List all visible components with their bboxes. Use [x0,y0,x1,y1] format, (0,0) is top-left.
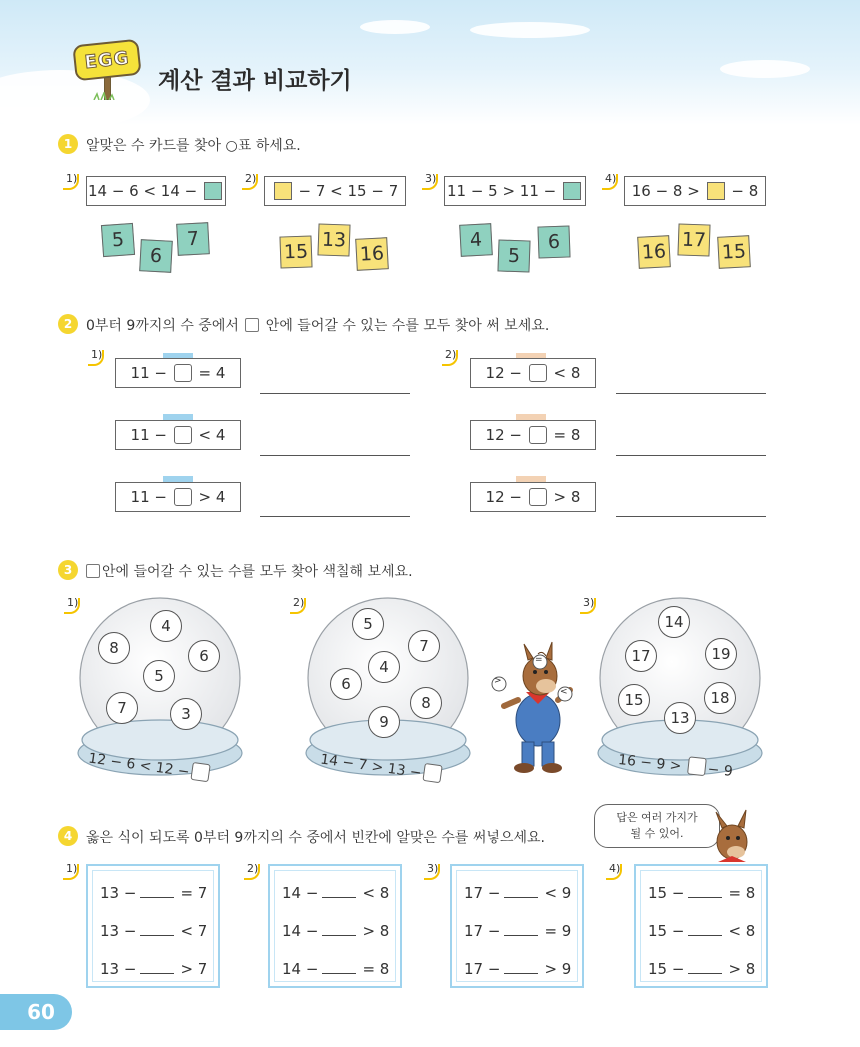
number-ball[interactable]: 7 [408,630,440,662]
question-number: 4 [58,826,78,846]
question-text: 안에 들어갈 수 있는 수를 모두 찾아 색칠해 보세요. [84,561,413,581]
number-ball[interactable]: 7 [106,692,138,724]
equation-row: 14 − < 8 [282,884,390,902]
blank[interactable] [140,960,174,974]
equation-left: 11 − 5 > 11 − [446,182,557,200]
number-ball[interactable]: 3 [170,698,202,730]
question-text: 0부터 9까지의 수 중에서 안에 들어갈 수 있는 수를 모두 찾아 써 보세요. [86,318,550,334]
number-ball[interactable]: 5 [352,608,384,640]
answer-box[interactable] [529,364,547,382]
equation-left: 14 − 6 < 14 − [87,182,198,200]
equation-right: − 7 < 15 − 7 [298,182,399,200]
egg-badge: EGG [72,39,141,82]
equation-row: 13 − < 7 [100,922,208,940]
globe-equation: 14 − 7 > 13 − [319,748,444,784]
blank[interactable] [504,922,538,936]
equation-row: 13 − = 7 [100,884,208,902]
number-card[interactable]: 16 [355,237,389,271]
equation-box: 11 − > 4 [115,482,241,512]
blank[interactable] [322,884,356,898]
equation-row: 13 − > 7 [100,960,208,978]
number-ball[interactable]: 19 [705,638,737,670]
speech-bubble: 답은 여러 가지가 될 수 있어. [594,804,720,848]
blank[interactable] [688,922,722,936]
answer-box[interactable] [174,488,192,506]
number-ball[interactable]: 8 [410,687,442,719]
blank[interactable] [504,884,538,898]
equation-box: 11 − = 4 [115,358,241,388]
number-ball[interactable]: 15 [618,684,650,716]
answer-line[interactable] [260,455,410,456]
equation-right: − 8 [731,182,759,200]
sign-greater: > [494,676,502,686]
blank[interactable] [322,960,356,974]
cloud [470,22,590,38]
equation-row: 15 − > 8 [648,960,756,978]
number-ball[interactable]: 18 [704,682,736,714]
answer-line[interactable] [616,516,766,517]
answer-box[interactable] [707,182,725,200]
equation-box: 12 − < 8 [470,358,596,388]
number-card[interactable]: 4 [459,223,493,257]
sign-equal: = [535,655,543,665]
question-text: 옳은 식이 되도록 0부터 9까지의 수 중에서 빈칸에 알맞은 수를 써넣으세요. [86,830,545,846]
box-symbol [245,318,259,332]
sub-number: 4) [602,172,620,190]
blank[interactable] [688,884,722,898]
page-number: 60 [0,994,72,1030]
blank[interactable] [322,922,356,936]
question-number: 3 [58,560,78,580]
number-ball[interactable]: 8 [98,632,130,664]
number-ball[interactable]: 13 [664,702,696,734]
question-number: 2 [58,314,78,334]
equation-box: 11 − < 4 [115,420,241,450]
sub-number: 1) [63,862,81,880]
sub-number: 2) [290,596,308,614]
answer-box[interactable] [563,182,581,200]
answer-box[interactable] [274,182,292,200]
equation-left: 16 − 8 > [631,182,700,200]
equation-row: 14 − > 8 [282,922,390,940]
grass-icon [92,92,122,100]
page-title: 계산 결과 비교하기 [158,68,352,94]
answer-box[interactable] [190,762,210,782]
question-text: 알맞은 수 카드를 찾아 ○표 하세요. [86,138,301,154]
sub-number: 4) [606,862,624,880]
blank[interactable] [140,922,174,936]
donkey-icon [700,808,760,866]
sub-number: 2) [244,862,262,880]
equation-row: 15 − < 8 [648,922,756,940]
equation-box [624,176,766,206]
answer-box[interactable] [529,488,547,506]
question-number: 1 [58,134,78,154]
number-card[interactable]: 13 [317,223,350,256]
equation-box [444,176,586,206]
number-card[interactable]: 15 [279,235,312,268]
cloud [720,60,810,78]
number-ball[interactable]: 4 [368,651,400,683]
globe-equation: 12 − 6 < 12 − [87,747,212,783]
answer-box[interactable] [174,364,192,382]
globe-equation: 16 − 9 > − 9 [617,752,734,780]
answer-box[interactable] [529,426,547,444]
sign-less: < [560,687,568,697]
number-card[interactable]: 7 [176,222,210,256]
equation-box: 12 − > 8 [470,482,596,512]
sub-number: 1) [63,172,81,190]
equation-row: 14 − = 8 [282,960,390,978]
equation-box [86,176,226,206]
number-ball[interactable]: 5 [143,660,175,692]
number-card[interactable]: 5 [497,239,530,272]
sub-number: 1) [88,348,106,366]
answer-box[interactable] [204,182,222,200]
equation-row: 17 − > 9 [464,960,572,978]
number-ball[interactable]: 6 [188,640,220,672]
number-ball[interactable]: 17 [625,640,657,672]
answer-box[interactable] [687,756,707,776]
sub-number: 1) [64,596,82,614]
number-ball[interactable]: 4 [150,610,182,642]
equation-row: 17 − = 9 [464,922,572,940]
sub-number: 3) [422,172,440,190]
answer-box[interactable] [422,763,442,783]
equation-row: 17 − < 9 [464,884,572,902]
number-card[interactable]: 16 [637,235,671,269]
sub-number: 2) [242,172,260,190]
blank[interactable] [140,884,174,898]
blank[interactable] [688,960,722,974]
cloud [360,20,430,34]
answer-line[interactable] [616,393,766,394]
sub-number: 3) [424,862,442,880]
number-card[interactable]: 17 [677,223,710,256]
number-ball[interactable]: 6 [330,668,362,700]
cloud [0,70,150,130]
number-card[interactable]: 6 [537,225,570,258]
number-card[interactable]: 5 [101,223,135,257]
answer-box[interactable] [174,426,192,444]
box-symbol [86,564,100,578]
number-card[interactable]: 15 [717,235,751,269]
number-ball[interactable]: 9 [368,706,400,738]
answer-line[interactable] [260,516,410,517]
number-ball[interactable]: 14 [658,606,690,638]
equation-box: 12 − = 8 [470,420,596,450]
answer-line[interactable] [260,393,410,394]
number-card[interactable]: 6 [139,239,173,273]
sub-number: 2) [442,348,460,366]
blank[interactable] [504,960,538,974]
equation-row: 15 − = 8 [648,884,756,902]
equation-box [264,176,406,206]
answer-line[interactable] [616,455,766,456]
sub-number: 3) [580,596,598,614]
